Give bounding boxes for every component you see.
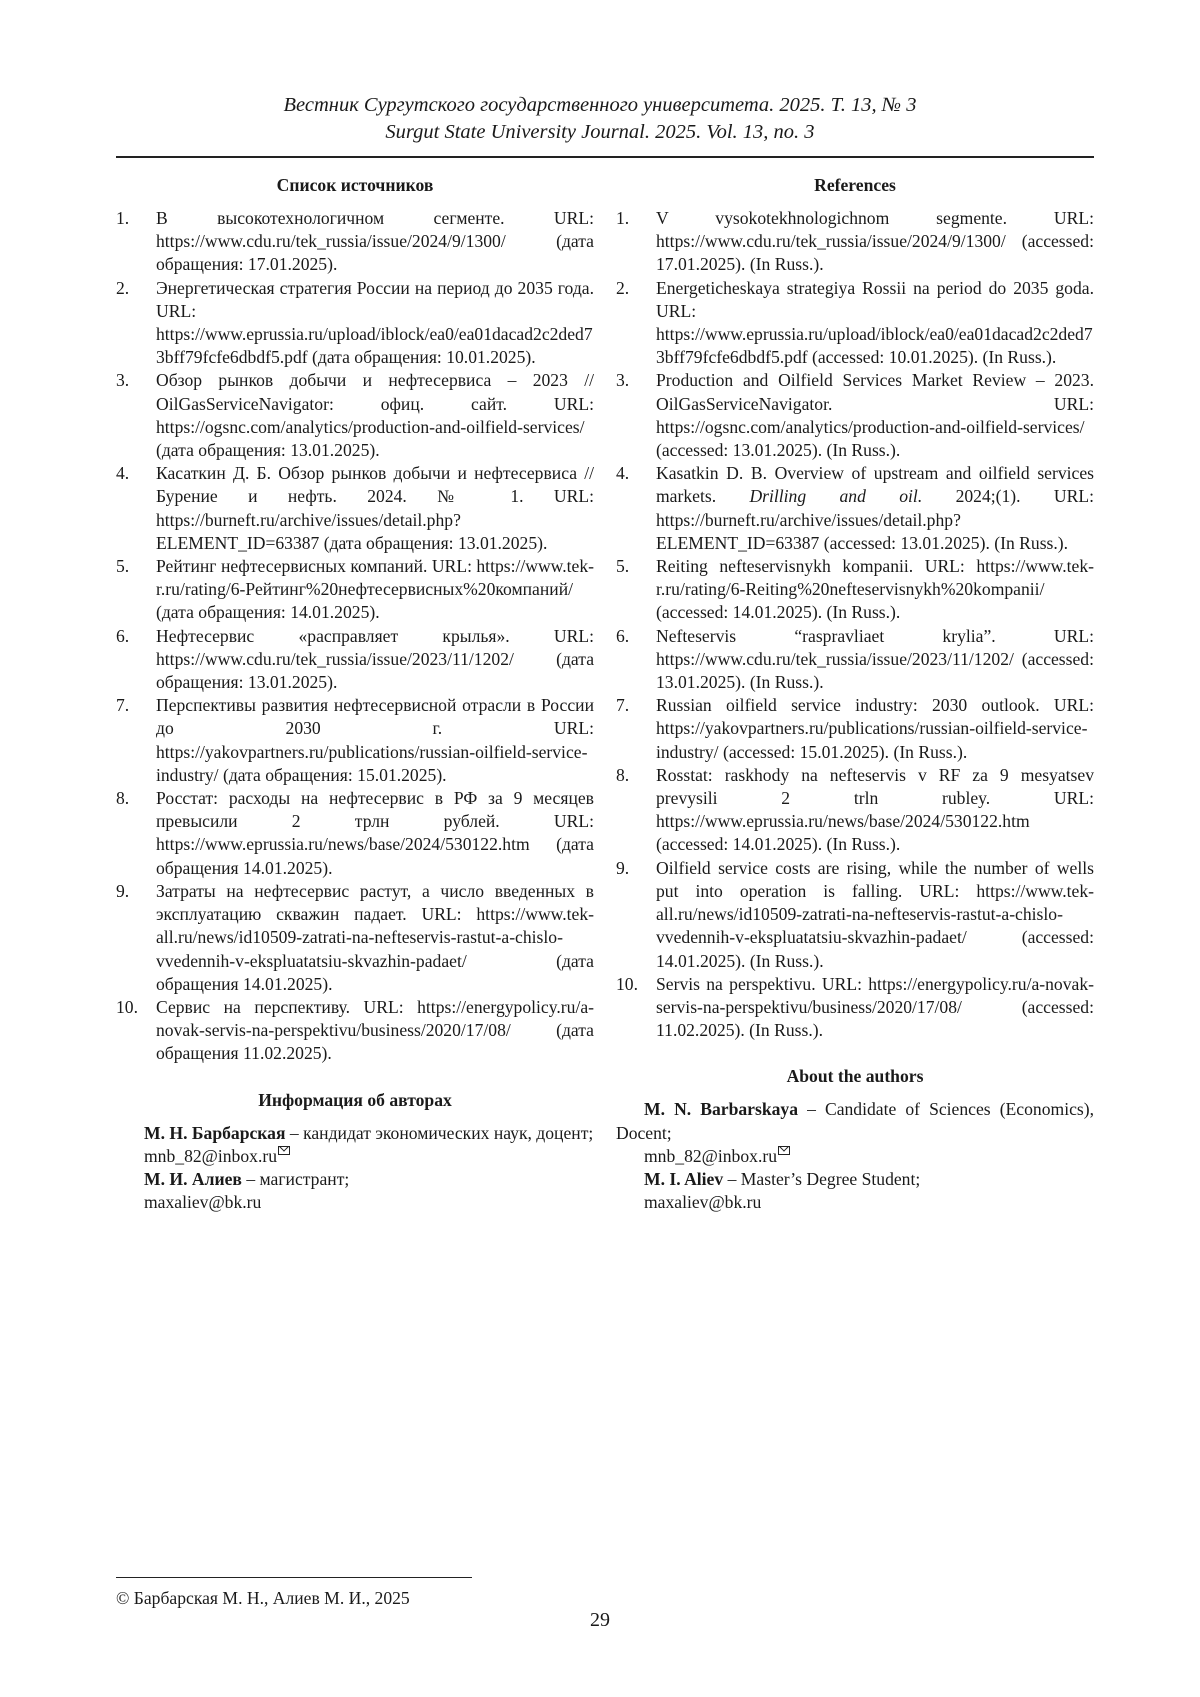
author-description: – магистрант;	[242, 1169, 349, 1189]
reference-text-part: 2024;(1). URL: https://burneft.ru/archive/issues/detail.php?ELEMENT_ID=63387 (accessed: 13.01.2025). (In Russ.).	[656, 486, 1094, 552]
reference-item	[616, 694, 1094, 764]
envelope-icon	[278, 1146, 290, 1155]
references-column-en	[616, 173, 1094, 1214]
reference-item	[116, 555, 594, 625]
references-title-en: References	[616, 173, 1094, 197]
author-email-link[interactable]: mnb_82@inbox.ru	[144, 1146, 277, 1166]
reference-item	[116, 787, 594, 880]
reference-text: Росстат: расходы на нефтесервис в РФ за 9 месяцев превысили 2 трлн рублей. URL: https://www.eprussia.ru/news/base/2024/530122.htm (дата обращения 14.01.2025).	[156, 787, 594, 880]
reference-number: 1.	[616, 207, 656, 230]
reference-number: 8.	[616, 764, 656, 787]
reference-item	[616, 369, 1094, 462]
reference-number: 9.	[116, 880, 156, 903]
references-title-ru: Список источников	[116, 173, 594, 197]
reference-item	[116, 277, 594, 370]
author-name: M. N. Barbarskaya	[644, 1099, 798, 1119]
reference-number: 5.	[116, 555, 156, 578]
reference-number: 1.	[116, 207, 156, 230]
reference-number: 10.	[616, 973, 656, 996]
reference-number: 10.	[116, 996, 156, 1019]
author-description: – Candidate of Sciences (Economics), Docent;	[616, 1099, 1094, 1142]
reference-item	[116, 207, 594, 277]
journal-title-en: Surgut State University Journal. 2025. Vol. 13, no. 3	[0, 119, 1200, 146]
reference-text: Nefteservis “raspravliaet krylia”. URL: https://www.cdu.ru/tek_russia/issue/2023/11/1202/ (accessed: 13.01.2025). (In Russ.).	[656, 625, 1094, 695]
reference-text: Russian oilfield service industry: 2030 outlook. URL: https://yakovpartners.ru/publications/russian-oilfield-service-industry/ (accessed: 15.01.2025). (In Russ.).	[656, 694, 1094, 764]
reference-number: 2.	[616, 277, 656, 300]
author-description: – Master’s Degree Student;	[723, 1169, 920, 1189]
reference-text: Production and Oilfield Services Market Review – 2023. OilGasServiceNavigator. URL: https://ogsnc.com/analytics/production-and-oilfield-services/ (accessed: 13.01.2025). (In Russ.).	[656, 369, 1094, 462]
reference-item	[116, 625, 594, 695]
reference-text: Сервис на перспективу. URL: https://energypolicy.ru/a-novak-servis-na-perspektivu/business/2020/17/08/ (дата обращения 11.02.2025).	[156, 996, 594, 1066]
author-entry	[616, 1098, 1094, 1144]
author-email-line	[616, 1145, 1094, 1168]
reference-list-en	[616, 207, 1094, 1042]
reference-text	[656, 462, 1094, 555]
author-email-link[interactable]: maxaliev@bk.ru	[144, 1192, 261, 1212]
author-entry	[116, 1168, 594, 1191]
reference-number: 3.	[616, 369, 656, 392]
reference-text: Reiting nefteservisnykh kompanii. URL: https://www.tek-r.ru/rating/6-Reiting%20nefteservisnykh%20kompanii/ (accessed: 14.01.2025). (In Russ.).	[656, 555, 1094, 625]
page-number: 29	[0, 1607, 1200, 1633]
reference-item	[616, 857, 1094, 973]
author-email-line	[116, 1145, 594, 1168]
reference-text: Перспективы развития нефтесервисной отрасли в России до 2030 г. URL: https://yakovpartners.ru/publications/russian-oilfield-service-industry/ (дата обращения: 15.01.2025).	[156, 694, 594, 787]
reference-item	[116, 369, 594, 462]
author-email-line	[616, 1191, 1094, 1214]
reference-item	[116, 996, 594, 1066]
reference-item	[616, 764, 1094, 857]
reference-item	[616, 625, 1094, 695]
reference-text: Oilfield service costs are rising, while the number of wells put into operation is falling. URL: https://www.tek-all.ru/news/id10509-zatrati-na-nefteservis-rastut-a-chislo-vvedennih-v-ekspluatatsiu-skvazhin-padaet/ (accessed: 14.01.2025). (In Russ.).	[656, 857, 1094, 973]
author-email-link[interactable]: maxaliev@bk.ru	[644, 1192, 761, 1212]
author-entry	[116, 1122, 594, 1145]
reference-text: Обзор рынков добычи и нефтесервиса – 2023 // OilGasServiceNavigator: офиц. сайт. URL: https://ogsnc.com/analytics/production-and-oilfield-services/ (дата обращения: 13.01.2025).	[156, 369, 594, 462]
reference-text: Energeticheskaya strategiya Rossii na period do 2035 goda. URL: https://www.eprussia.ru/upload/iblock/ea0/ea01dacad2c2ded73bff79fcfe6dbdf5.pdf (accessed: 10.01.2025). (In Russ.).	[656, 277, 1094, 370]
copyright-footnote: © Барбарская М. Н., Алиев М. И., 2025	[116, 1587, 410, 1610]
reference-text: Нефтесервис «расправляет крылья». URL: https://www.cdu.ru/tek_russia/issue/2023/11/1202/ (дата обращения: 13.01.2025).	[156, 625, 594, 695]
reference-number: 2.	[116, 277, 156, 300]
reference-item	[116, 694, 594, 787]
footnote-divider	[116, 1577, 472, 1578]
journal-header	[0, 92, 1200, 146]
reference-text: V vysokotekhnologichnom segmente. URL: https://www.cdu.ru/tek_russia/issue/2024/9/1300/ (accessed: 17.01.2025). (In Russ.).	[656, 207, 1094, 277]
references-column-ru	[116, 173, 594, 1214]
reference-number: 6.	[616, 625, 656, 648]
header-divider	[116, 156, 1094, 158]
reference-item	[616, 973, 1094, 1043]
author-email-link[interactable]: mnb_82@inbox.ru	[644, 1146, 777, 1166]
envelope-icon	[778, 1146, 790, 1155]
journal-title-ru: Вестник Сургутского государственного университета. 2025. Т. 13, № 3	[0, 92, 1200, 119]
reference-text: Энергетическая стратегия России на период до 2035 года. URL: https://www.eprussia.ru/upload/iblock/ea0/ea01dacad2c2ded73bff79fcfe6dbdf5.pdf (дата обращения: 10.01.2025).	[156, 277, 594, 370]
author-name: M. I. Aliev	[644, 1169, 723, 1189]
reference-number: 7.	[616, 694, 656, 717]
reference-number: 8.	[116, 787, 156, 810]
reference-item	[616, 555, 1094, 625]
reference-text-part: Kasatkin D. B. Overview of upstream and oilfield services markets.	[656, 463, 1094, 506]
reference-number: 6.	[116, 625, 156, 648]
reference-item	[616, 462, 1094, 555]
reference-text: В высокотехнологичном сегменте. URL: https://www.cdu.ru/tek_russia/issue/2024/9/1300/ (дата обращения: 17.01.2025).	[156, 207, 594, 277]
author-email-line	[116, 1191, 594, 1214]
reference-item	[116, 880, 594, 996]
reference-item	[116, 462, 594, 555]
reference-list-ru	[116, 207, 594, 1066]
journal-name: Drilling and oil.	[749, 486, 922, 506]
authors-title-en: About the authors	[616, 1064, 1094, 1088]
reference-text: Рейтинг нефтесервисных компаний. URL: https://www.tek-r.ru/rating/6-Рейтинг%20нефтесервисных%20компаний/ (дата обращения: 14.01.2025).	[156, 555, 594, 625]
reference-number: 3.	[116, 369, 156, 392]
reference-text: Servis na perspektivu. URL: https://energypolicy.ru/a-novak-servis-na-perspektivu/business/2020/17/08/ (accessed: 11.02.2025). (In Russ.).	[656, 973, 1094, 1043]
authors-title-ru: Информация об авторах	[116, 1088, 594, 1112]
reference-item	[616, 277, 1094, 370]
reference-item	[616, 207, 1094, 277]
reference-text: Rosstat: raskhody na nefteservis v RF za 9 mesyatsev prevysili 2 trln rubley. URL: https://www.eprussia.ru/news/base/2024/530122.htm (accessed: 14.01.2025). (In Russ.).	[656, 764, 1094, 857]
author-entry	[616, 1168, 1094, 1191]
author-description: – кандидат экономических наук, доцент;	[285, 1123, 593, 1143]
reference-text: Касаткин Д. Б. Обзор рынков добычи и нефтесервиса // Бурение и нефть. 2024. № 1. URL: https://burneft.ru/archive/issues/detail.php?ELEMENT_ID=63387 (дата обращения: 13.01.2025).	[156, 462, 594, 555]
reference-number: 5.	[616, 555, 656, 578]
reference-text: Затраты на нефтесервис растут, а число введенных в эксплуатацию скважин падает. URL: https://www.tek-all.ru/news/id10509-zatrati-na-nefteservis-rastut-a-chislo-vvedennih-v-ekspluatatsiu-skvazhin-padaet/ (дата обращения 14.01.2025).	[156, 880, 594, 996]
reference-number: 4.	[616, 462, 656, 485]
reference-number: 7.	[116, 694, 156, 717]
reference-number: 9.	[616, 857, 656, 880]
author-name: М. И. Алиев	[144, 1169, 242, 1189]
author-name: М. Н. Барбарская	[144, 1123, 285, 1143]
reference-number: 4.	[116, 462, 156, 485]
